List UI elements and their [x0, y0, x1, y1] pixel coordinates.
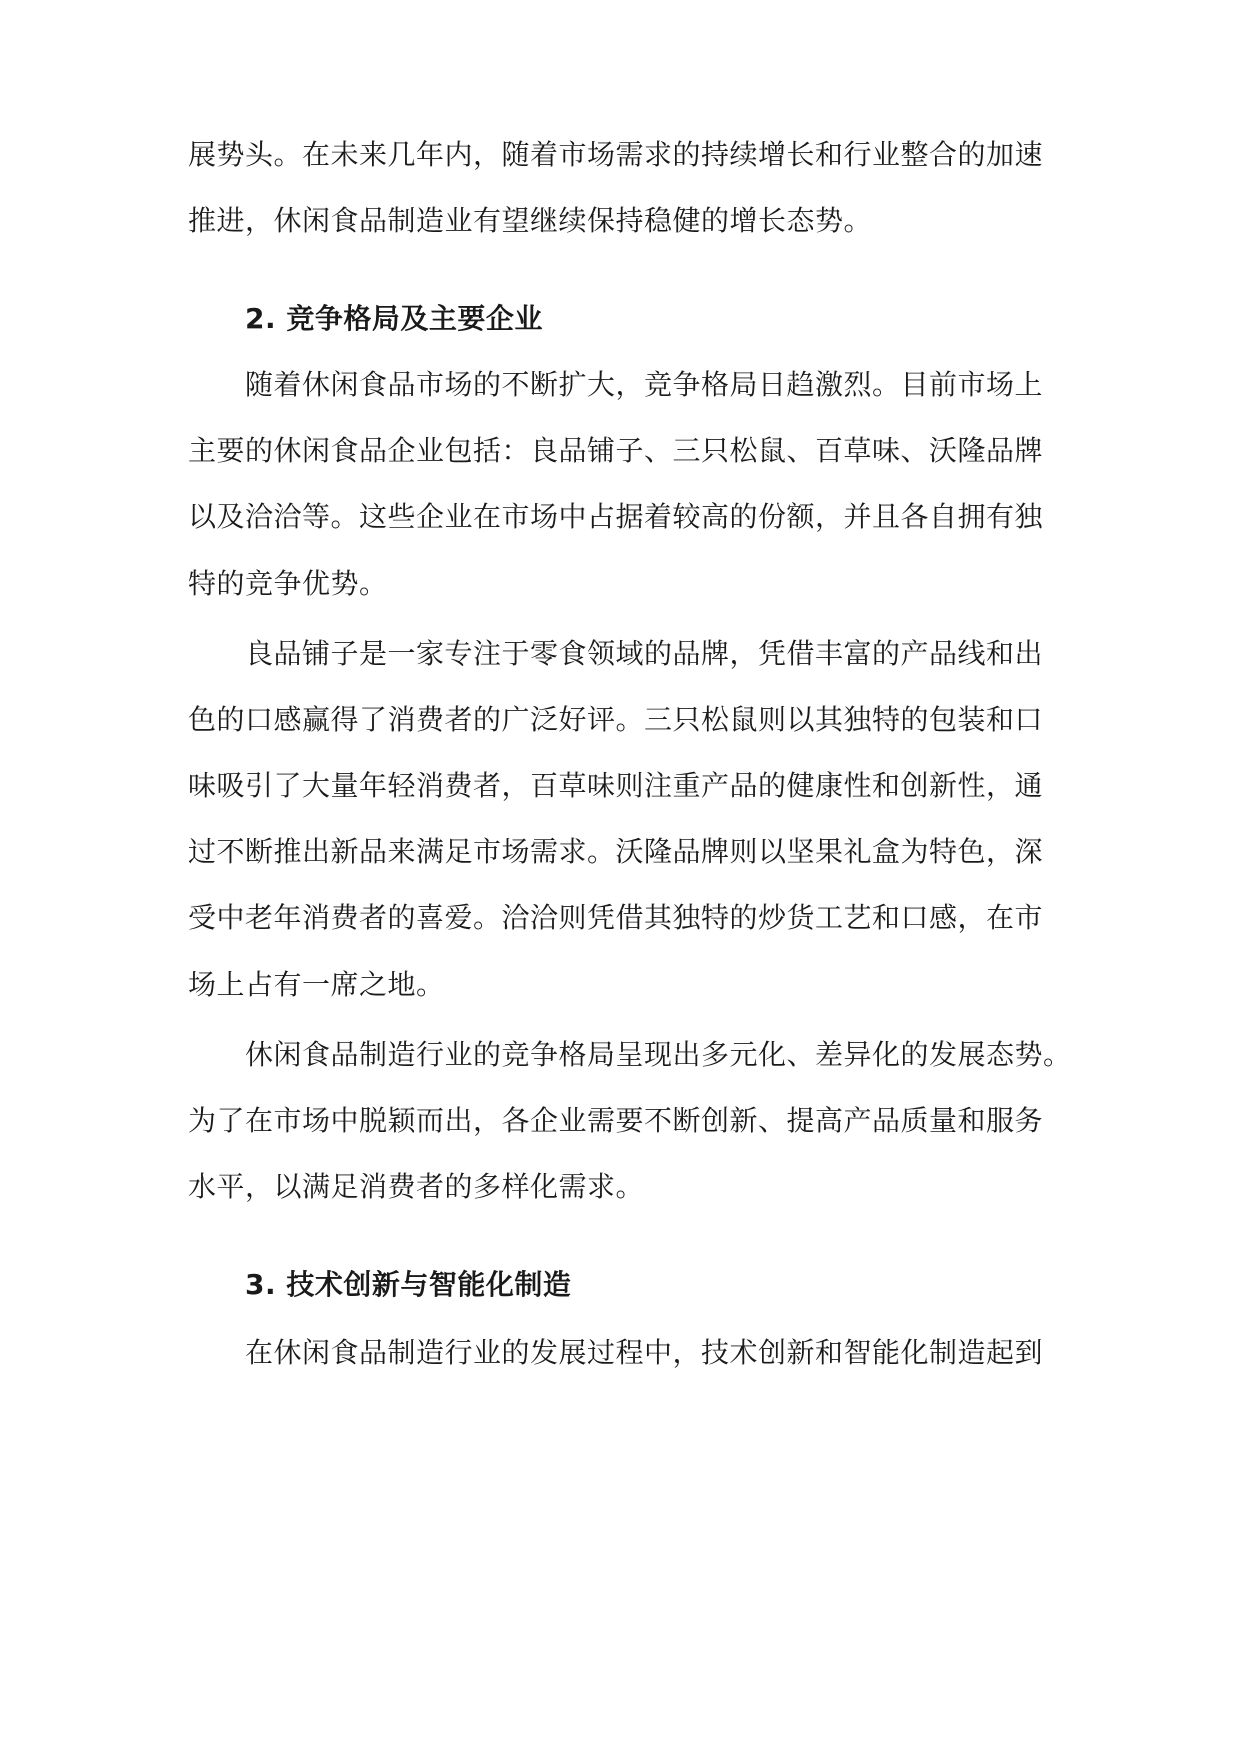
paragraph-line: 场上占有一席之地。: [188, 968, 445, 1001]
section-heading: 2. 竞争格局及主要企业: [245, 302, 543, 335]
paragraph-line: 为了在市场中脱颖而出，各企业需要不断创新、提高产品质量和服务: [188, 1104, 1044, 1137]
paragraph-line: 受中老年消费者的喜爱。洽洽则凭借其独特的炒货工艺和口感，在市: [188, 901, 1044, 934]
paragraph-line: 随着休闲食品市场的不断扩大，竞争格局日趋激烈。目前市场上: [245, 368, 1044, 401]
paragraph-line: 主要的休闲食品企业包括：良品铺子、三只松鼠、百草味、沃隆品牌: [188, 434, 1044, 467]
section-heading: 3. 技术创新与智能化制造: [245, 1268, 572, 1301]
paragraph-line: 以及洽洽等。这些企业在市场中占据着较高的份额，并且各自拥有独: [188, 500, 1044, 533]
paragraph-line: 良品铺子是一家专注于零食领域的品牌，凭借丰富的产品线和出: [245, 637, 1044, 670]
paragraph-line: 味吸引了大量年轻消费者，百草味则注重产品的健康性和创新性，通: [188, 769, 1044, 802]
paragraph-line: 水平，以满足消费者的多样化需求。: [188, 1170, 645, 1203]
paragraph-line: 展势头。在未来几年内，随着市场需求的持续增长和行业整合的加速: [188, 138, 1044, 171]
paragraph-line: 过不断推出新品来满足市场需求。沃隆品牌则以坚果礼盒为特色，深: [188, 835, 1044, 868]
paragraph-line: 在休闲食品制造行业的发展过程中，技术创新和智能化制造起到: [245, 1336, 1044, 1369]
paragraph-line: 休闲食品制造行业的竞争格局呈现出多元化、差异化的发展态势。: [245, 1038, 1072, 1071]
paragraph-line: 色的口感赢得了消费者的广泛好评。三只松鼠则以其独特的包装和口: [188, 703, 1044, 736]
paragraph-line: 特的竞争优势。: [188, 567, 388, 600]
paragraph-line: 推进，休闲食品制造业有望继续保持稳健的增长态势。: [188, 204, 873, 237]
